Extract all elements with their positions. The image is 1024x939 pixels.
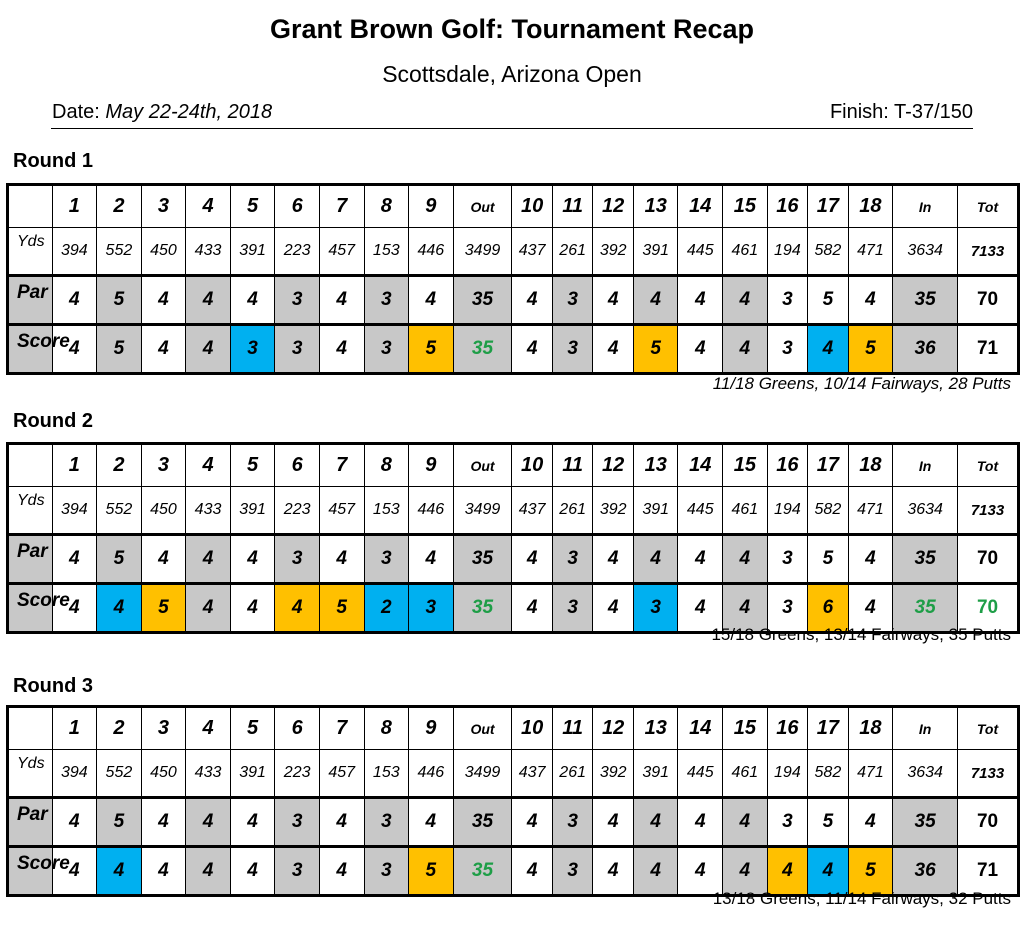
hole-header-cell: 3: [141, 707, 186, 750]
par-cell: 3: [275, 798, 320, 847]
hole-header-cell: 16: [767, 185, 808, 228]
score-row-label: Score: [8, 325, 53, 374]
hole-header-cell: 11: [552, 444, 593, 487]
score-cell: 3: [409, 584, 454, 633]
yds-cell: 471: [848, 228, 893, 276]
hole-header-cell: 11: [552, 185, 593, 228]
round-1-stats: 11/18 Greens, 10/14 Fairways, 28 Putts: [712, 374, 1011, 393]
score-cell: 4: [230, 584, 275, 633]
hole-header-cell: 9: [409, 185, 454, 228]
par-cell: 4: [723, 535, 768, 584]
par-cell: 4: [848, 798, 893, 847]
yds-cell: 3499: [453, 487, 512, 535]
score-cell: 4: [808, 325, 849, 374]
hole-header-cell: 1: [52, 444, 97, 487]
score-cell: 3: [364, 325, 409, 374]
par-cell: 35: [453, 276, 512, 325]
hole-header-cell: 16: [767, 444, 808, 487]
yds-cell: 552: [97, 228, 142, 276]
score-cell: 35: [453, 325, 512, 374]
score-cell: 4: [52, 584, 97, 633]
hole-header-cell: 18: [848, 185, 893, 228]
par-cell: 4: [52, 535, 97, 584]
par-cell: 4: [512, 535, 553, 584]
header-corner-cell: [8, 707, 53, 750]
round-2-label: Round 2: [13, 410, 93, 432]
par-cell: 4: [678, 276, 723, 325]
score-cell: 4: [723, 847, 768, 896]
score-cell: 4: [230, 847, 275, 896]
score-cell: 4: [141, 847, 186, 896]
yds-cell: 391: [230, 750, 275, 798]
score-cell: 70: [958, 584, 1019, 633]
finish-label: Finish: T-37/150: [829, 101, 973, 123]
round-3-scorecard: [6, 705, 1020, 897]
par-cell: 4: [678, 798, 723, 847]
par-cell: 4: [593, 798, 634, 847]
score-cell: 4: [678, 325, 723, 374]
hole-header-cell: 11: [552, 707, 593, 750]
yds-row: [8, 750, 1019, 798]
score-cell: 35: [453, 584, 512, 633]
round-3-stats: 13/18 Greens, 11/14 Fairways, 32 Putts: [712, 889, 1011, 908]
yds-cell: 194: [767, 228, 808, 276]
yds-cell: 461: [723, 487, 768, 535]
page-subtitle: Scottsdale, Arizona Open: [382, 61, 642, 87]
par-cell: 4: [633, 535, 678, 584]
round-2-scorecard: [6, 442, 1020, 634]
score-cell: 4: [319, 847, 364, 896]
par-cell: 3: [364, 798, 409, 847]
yds-cell: 392: [593, 228, 634, 276]
score-row-label: Score: [8, 584, 53, 633]
yds-cell: 194: [767, 487, 808, 535]
hole-header-cell: 3: [141, 185, 186, 228]
yds-cell: 7133: [958, 487, 1019, 535]
hole-header-cell: 12: [593, 185, 634, 228]
yds-row-label: Yds: [8, 228, 53, 276]
hole-header-cell: 5: [230, 444, 275, 487]
yds-cell: 194: [767, 750, 808, 798]
score-cell: 3: [552, 325, 593, 374]
hole-header-cell: Tot: [958, 707, 1019, 750]
yds-cell: 153: [364, 750, 409, 798]
header-row: [8, 185, 1019, 228]
yds-cell: 437: [512, 487, 553, 535]
score-cell: 5: [319, 584, 364, 633]
par-cell: 4: [186, 798, 231, 847]
yds-cell: 450: [141, 487, 186, 535]
hole-header-cell: Out: [453, 707, 512, 750]
hole-header-cell: 6: [275, 185, 320, 228]
score-cell: 5: [409, 847, 454, 896]
yds-cell: 7133: [958, 750, 1019, 798]
yds-cell: 223: [275, 750, 320, 798]
score-cell: 4: [141, 325, 186, 374]
hole-header-cell: 15: [723, 185, 768, 228]
par-cell: 4: [678, 535, 723, 584]
yds-cell: 471: [848, 750, 893, 798]
score-cell: 4: [512, 325, 553, 374]
yds-cell: 7133: [958, 228, 1019, 276]
yds-cell: 391: [230, 228, 275, 276]
hole-header-cell: 6: [275, 707, 320, 750]
hole-header-cell: 9: [409, 444, 454, 487]
yds-cell: 3499: [453, 228, 512, 276]
hole-header-cell: Out: [453, 185, 512, 228]
par-cell: 3: [275, 535, 320, 584]
header-row: [8, 444, 1019, 487]
par-cell: 70: [958, 798, 1019, 847]
par-row: [8, 535, 1019, 584]
par-cell: 4: [593, 535, 634, 584]
par-cell: 4: [52, 276, 97, 325]
hole-header-cell: 13: [633, 707, 678, 750]
yds-cell: 457: [319, 487, 364, 535]
par-cell: 35: [453, 535, 512, 584]
hole-header-cell: 2: [97, 185, 142, 228]
yds-cell: 391: [230, 487, 275, 535]
score-cell: 3: [552, 584, 593, 633]
round-3-label: Round 3: [13, 675, 93, 697]
hole-header-cell: 15: [723, 707, 768, 750]
score-cell: 4: [512, 847, 553, 896]
score-cell: 4: [593, 584, 634, 633]
yds-cell: 552: [97, 487, 142, 535]
score-cell: 3: [767, 325, 808, 374]
yds-row: [8, 228, 1019, 276]
hole-header-cell: 18: [848, 444, 893, 487]
hole-header-cell: 3: [141, 444, 186, 487]
yds-cell: 153: [364, 487, 409, 535]
score-cell: 4: [186, 847, 231, 896]
par-cell: 4: [141, 535, 186, 584]
score-cell: 5: [97, 325, 142, 374]
hole-header-cell: 4: [186, 444, 231, 487]
yds-cell: 437: [512, 750, 553, 798]
date-block: [52, 101, 272, 124]
yds-cell: 582: [808, 228, 849, 276]
score-cell: 6: [808, 584, 849, 633]
par-cell: 3: [275, 276, 320, 325]
yds-cell: 457: [319, 750, 364, 798]
yds-cell: 552: [97, 750, 142, 798]
par-cell: 4: [141, 276, 186, 325]
par-cell: 4: [319, 276, 364, 325]
hole-header-cell: 1: [52, 185, 97, 228]
hole-header-cell: In: [893, 444, 958, 487]
par-cell: 70: [958, 535, 1019, 584]
header-row: [8, 707, 1019, 750]
score-cell: 4: [633, 847, 678, 896]
yds-cell: 391: [633, 228, 678, 276]
par-cell: 3: [552, 535, 593, 584]
yds-cell: 446: [409, 487, 454, 535]
score-cell: 3: [767, 584, 808, 633]
round-2-stats: 15/18 Greens, 13/14 Fairways, 35 Putts: [711, 625, 1011, 644]
par-cell: 4: [512, 276, 553, 325]
score-cell: 4: [593, 325, 634, 374]
hole-header-cell: 8: [364, 707, 409, 750]
par-cell: 4: [409, 276, 454, 325]
date-label: Date:: [52, 101, 100, 123]
hole-header-cell: 8: [364, 444, 409, 487]
hole-header-cell: 13: [633, 185, 678, 228]
yds-cell: 391: [633, 750, 678, 798]
score-cell: 35: [453, 847, 512, 896]
par-cell: 3: [364, 535, 409, 584]
yds-cell: 394: [52, 228, 97, 276]
par-cell: 3: [364, 276, 409, 325]
par-cell: 3: [767, 798, 808, 847]
score-cell: 4: [52, 847, 97, 896]
hole-header-cell: Tot: [958, 185, 1019, 228]
par-row: [8, 276, 1019, 325]
score-cell: 4: [723, 584, 768, 633]
hole-header-cell: 16: [767, 707, 808, 750]
score-cell: 36: [893, 847, 958, 896]
hole-header-cell: 14: [678, 707, 723, 750]
hole-header-cell: 17: [808, 185, 849, 228]
score-cell: 4: [678, 584, 723, 633]
hole-header-cell: 14: [678, 185, 723, 228]
yds-cell: 261: [552, 750, 593, 798]
score-cell: 5: [141, 584, 186, 633]
par-cell: 5: [808, 535, 849, 584]
hole-header-cell: 9: [409, 707, 454, 750]
hole-header-cell: 14: [678, 444, 723, 487]
yds-cell: 392: [593, 487, 634, 535]
hole-header-cell: 1: [52, 707, 97, 750]
score-cell: 5: [409, 325, 454, 374]
hole-header-cell: 7: [319, 707, 364, 750]
score-cell: 4: [186, 325, 231, 374]
par-cell: 5: [97, 798, 142, 847]
hole-header-cell: 10: [512, 185, 553, 228]
hole-header-cell: 15: [723, 444, 768, 487]
par-row: [8, 798, 1019, 847]
yds-cell: 445: [678, 750, 723, 798]
yds-cell: 394: [52, 487, 97, 535]
par-cell: 5: [808, 798, 849, 847]
yds-row-label: Yds: [8, 750, 53, 798]
yds-cell: 3634: [893, 750, 958, 798]
par-cell: 35: [893, 798, 958, 847]
par-cell: 4: [409, 798, 454, 847]
score-cell: 3: [230, 325, 275, 374]
par-cell: 5: [97, 535, 142, 584]
date-value: May 22-24th, 2018: [105, 101, 273, 123]
yds-cell: 433: [186, 487, 231, 535]
par-cell: 4: [848, 535, 893, 584]
par-cell: 4: [633, 276, 678, 325]
par-cell: 3: [552, 276, 593, 325]
yds-cell: 433: [186, 750, 231, 798]
score-cell: 4: [723, 325, 768, 374]
score-cell: 3: [552, 847, 593, 896]
yds-cell: 471: [848, 487, 893, 535]
yds-cell: 391: [633, 487, 678, 535]
yds-cell: 437: [512, 228, 553, 276]
score-cell: 3: [633, 584, 678, 633]
yds-cell: 394: [52, 750, 97, 798]
yds-cell: 461: [723, 750, 768, 798]
score-cell: 4: [512, 584, 553, 633]
score-cell: 4: [275, 584, 320, 633]
hole-header-cell: 12: [593, 707, 634, 750]
hole-header-cell: 6: [275, 444, 320, 487]
par-cell: 4: [186, 535, 231, 584]
hole-header-cell: 7: [319, 185, 364, 228]
par-row-label: Par: [8, 798, 53, 847]
score-cell: 4: [186, 584, 231, 633]
par-cell: 5: [808, 276, 849, 325]
page-title: Grant Brown Golf: Tournament Recap: [269, 14, 755, 44]
score-cell: 4: [848, 584, 893, 633]
yds-cell: 461: [723, 228, 768, 276]
par-cell: 4: [319, 535, 364, 584]
yds-cell: 445: [678, 487, 723, 535]
par-cell: 4: [409, 535, 454, 584]
par-cell: 70: [958, 276, 1019, 325]
par-cell: 4: [723, 276, 768, 325]
score-cell: 3: [364, 847, 409, 896]
score-cell: 4: [97, 847, 142, 896]
score-cell: 4: [97, 584, 142, 633]
round-1-scorecard: [6, 183, 1020, 375]
yds-cell: 153: [364, 228, 409, 276]
yds-cell: 3499: [453, 750, 512, 798]
yds-cell: 223: [275, 228, 320, 276]
hole-header-cell: 5: [230, 707, 275, 750]
score-cell: 5: [633, 325, 678, 374]
par-cell: 4: [633, 798, 678, 847]
score-cell: 5: [848, 325, 893, 374]
yds-cell: 3634: [893, 487, 958, 535]
date-finish-line: [51, 100, 973, 129]
par-cell: 4: [512, 798, 553, 847]
par-cell: 3: [767, 535, 808, 584]
yds-cell: 450: [141, 750, 186, 798]
score-row-label: Score: [8, 847, 53, 896]
hole-header-cell: 4: [186, 707, 231, 750]
hole-header-cell: 13: [633, 444, 678, 487]
yds-row-label: Yds: [8, 487, 53, 535]
hole-header-cell: 2: [97, 444, 142, 487]
score-cell: 5: [848, 847, 893, 896]
score-cell: 4: [593, 847, 634, 896]
par-cell: 4: [848, 276, 893, 325]
par-cell: 4: [230, 798, 275, 847]
hole-header-cell: In: [893, 185, 958, 228]
hole-header-cell: 7: [319, 444, 364, 487]
par-cell: 35: [453, 798, 512, 847]
hole-header-cell: Out: [453, 444, 512, 487]
score-cell: 4: [319, 325, 364, 374]
score-cell: 4: [678, 847, 723, 896]
score-row: [8, 325, 1019, 374]
par-cell: 3: [767, 276, 808, 325]
par-cell: 4: [141, 798, 186, 847]
yds-cell: 3634: [893, 228, 958, 276]
yds-cell: 445: [678, 228, 723, 276]
par-cell: 4: [230, 276, 275, 325]
par-cell: 4: [723, 798, 768, 847]
par-row-label: Par: [8, 276, 53, 325]
score-cell: 2: [364, 584, 409, 633]
hole-header-cell: 10: [512, 707, 553, 750]
par-cell: 35: [893, 535, 958, 584]
score-cell: 71: [958, 847, 1019, 896]
par-cell: 35: [893, 276, 958, 325]
yds-cell: 457: [319, 228, 364, 276]
hole-header-cell: 4: [186, 185, 231, 228]
yds-cell: 582: [808, 487, 849, 535]
score-cell: 3: [275, 325, 320, 374]
header-corner-cell: [8, 444, 53, 487]
hole-header-cell: In: [893, 707, 958, 750]
score-cell: 36: [893, 325, 958, 374]
score-cell: 4: [52, 325, 97, 374]
par-cell: 4: [52, 798, 97, 847]
yds-cell: 446: [409, 750, 454, 798]
yds-cell: 450: [141, 228, 186, 276]
hole-header-cell: 17: [808, 444, 849, 487]
hole-header-cell: 10: [512, 444, 553, 487]
par-cell: 4: [593, 276, 634, 325]
par-cell: 5: [97, 276, 142, 325]
score-cell: 35: [893, 584, 958, 633]
par-row-label: Par: [8, 535, 53, 584]
hole-header-cell: Tot: [958, 444, 1019, 487]
score-cell: 71: [958, 325, 1019, 374]
par-cell: 4: [230, 535, 275, 584]
yds-cell: 261: [552, 228, 593, 276]
yds-cell: 223: [275, 487, 320, 535]
score-cell: 4: [808, 847, 849, 896]
par-cell: 4: [319, 798, 364, 847]
score-cell: 4: [767, 847, 808, 896]
yds-cell: 261: [552, 487, 593, 535]
header-corner-cell: [8, 185, 53, 228]
hole-header-cell: 17: [808, 707, 849, 750]
yds-row: [8, 487, 1019, 535]
round-1-label: Round 1: [13, 150, 93, 172]
par-cell: 4: [186, 276, 231, 325]
yds-cell: 392: [593, 750, 634, 798]
yds-cell: 433: [186, 228, 231, 276]
hole-header-cell: 5: [230, 185, 275, 228]
hole-header-cell: 2: [97, 707, 142, 750]
hole-header-cell: 8: [364, 185, 409, 228]
hole-header-cell: 18: [848, 707, 893, 750]
hole-header-cell: 12: [593, 444, 634, 487]
yds-cell: 582: [808, 750, 849, 798]
score-cell: 3: [275, 847, 320, 896]
par-cell: 3: [552, 798, 593, 847]
yds-cell: 446: [409, 228, 454, 276]
